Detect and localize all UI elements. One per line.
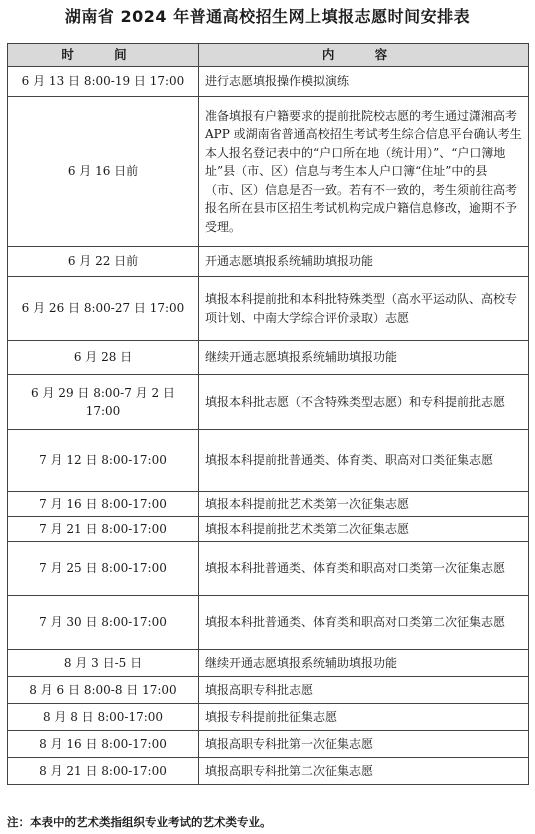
table-header-row — [8, 44, 529, 67]
time-cell: 8 月 3 日-5 日 — [8, 650, 199, 677]
time-cell: 6 月 26 日 8:00-27 日 17:00 — [8, 277, 199, 341]
table-row — [8, 375, 529, 430]
time-cell: 7 月 16 日 8:00-17:00 — [8, 492, 199, 517]
footnote: 注：本表中的艺术类指组织专业考试的艺术类专业。 — [7, 815, 272, 829]
table-row — [8, 277, 529, 341]
content-cell: 填报高职专科批第二次征集志愿 — [199, 758, 529, 785]
time-cell: 6 月 22 日前 — [8, 247, 199, 277]
table-row — [8, 492, 529, 517]
content-cell: 继续开通志愿填报系统辅助填报功能 — [199, 341, 529, 375]
table-row — [8, 430, 529, 492]
table-row — [8, 677, 529, 704]
table-row — [8, 650, 529, 677]
table-row — [8, 341, 529, 375]
table-row — [8, 97, 529, 247]
content-cell: 填报本科批普通类、体育类和职高对口类第一次征集志愿 — [199, 542, 529, 596]
time-cell: 8 月 16 日 8:00-17:00 — [8, 731, 199, 758]
content-cell: 准备填报有户籍要求的提前批院校志愿的考生通过潇湘高考 APP 或湖南省普通高校招生考试考生综合信息平台确认考生本人报名登记表中的“户口所在地（统计用）”、“户口簿地址”县（市、区）信息与考生本人户口簿“住址”中的县（市、区）信息是否一致。若有不一致的，考生须前往高考报名所在县市区招生考试机构完成户籍信息修改，逾期不予受理。 — [199, 97, 529, 247]
content-cell: 填报本科批志愿（不含特殊类型志愿）和专科提前批志愿 — [199, 375, 529, 430]
table-row — [8, 704, 529, 731]
time-cell: 7 月 25 日 8:00-17:00 — [8, 542, 199, 596]
content-cell: 填报本科批普通类、体育类和职高对口类第二次征集志愿 — [199, 596, 529, 650]
table-row — [8, 517, 529, 542]
table-row — [8, 758, 529, 785]
content-cell: 填报本科提前批艺术类第二次征集志愿 — [199, 517, 529, 542]
table-row — [8, 596, 529, 650]
time-cell: 6 月 28 日 — [8, 341, 199, 375]
table-row — [8, 247, 529, 277]
time-cell: 8 月 8 日 8:00-17:00 — [8, 704, 199, 731]
content-cell: 填报本科提前批普通类、体育类、职高对口类征集志愿 — [199, 430, 529, 492]
table-row — [8, 731, 529, 758]
content-column-header: 内 容 — [199, 44, 529, 67]
content-cell: 进行志愿填报操作模拟演练 — [199, 67, 529, 97]
content-cell: 继续开通志愿填报系统辅助填报功能 — [199, 650, 529, 677]
time-cell: 6 月 13 日 8:00-19 日 17:00 — [8, 67, 199, 97]
time-cell: 6 月 29 日 8:00-7 月 2 日 17:00 — [8, 375, 199, 430]
content-cell: 填报专科提前批征集志愿 — [199, 704, 529, 731]
content-cell: 填报高职专科批志愿 — [199, 677, 529, 704]
time-cell: 7 月 12 日 8:00-17:00 — [8, 430, 199, 492]
time-column-header: 时 间 — [8, 44, 199, 67]
content-cell: 填报本科提前批和本科批特殊类型（高水平运动队、高校专项计划、中南大学综合评价录取）志愿 — [199, 277, 529, 341]
time-cell: 8 月 6 日 8:00-8 日 17:00 — [8, 677, 199, 704]
time-cell: 8 月 21 日 8:00-17:00 — [8, 758, 199, 785]
page-title: 湖南省 2024 年普通高校招生网上填报志愿时间安排表 — [64, 7, 471, 26]
table-row — [8, 542, 529, 596]
time-cell: 7 月 30 日 8:00-17:00 — [8, 596, 199, 650]
schedule-table — [7, 43, 529, 785]
table-row — [8, 67, 529, 97]
content-cell: 填报本科提前批艺术类第一次征集志愿 — [199, 492, 529, 517]
time-cell: 6 月 16 日前 — [8, 97, 199, 247]
time-cell: 7 月 21 日 8:00-17:00 — [8, 517, 199, 542]
content-cell: 开通志愿填报系统辅助填报功能 — [199, 247, 529, 277]
content-cell: 填报高职专科批第一次征集志愿 — [199, 731, 529, 758]
